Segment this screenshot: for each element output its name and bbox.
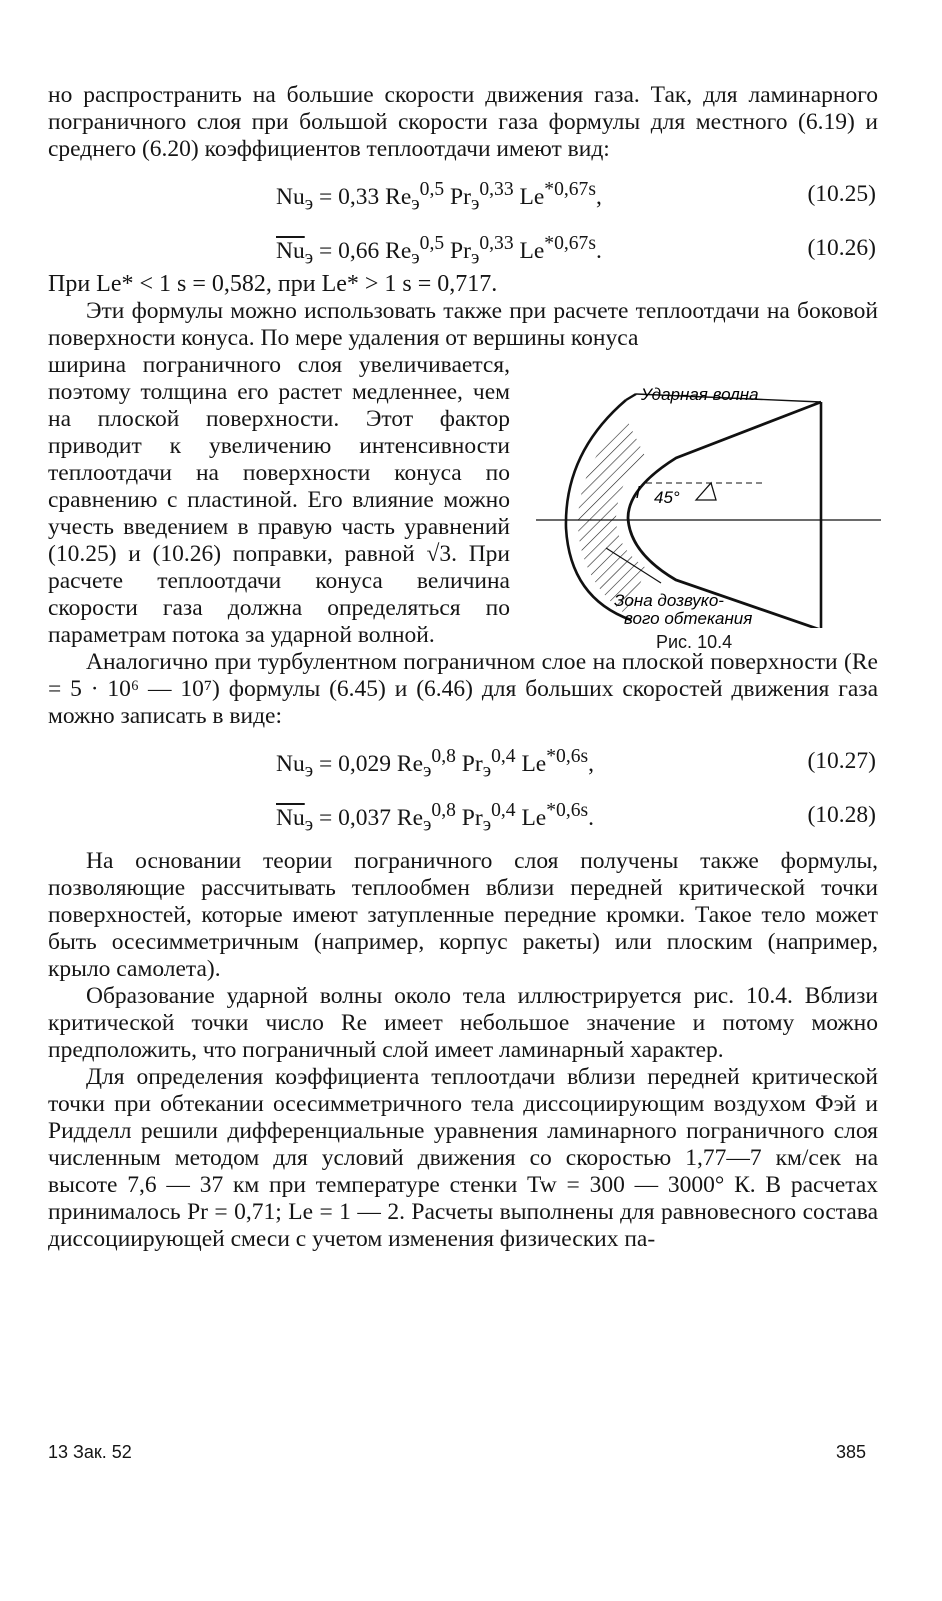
angle-label: 45° bbox=[654, 488, 680, 507]
equation-formula: $\overline{Nu}_э = 0,037$ $Re_э^{0,8}$ $Pr_э^{0,4}$ $Le^{*0,6s}$. bbox=[276, 800, 595, 836]
eq-pr-exp: 0,33 bbox=[479, 179, 514, 200]
equation-number: (10.26) bbox=[807, 235, 876, 261]
angle-marker bbox=[696, 483, 716, 500]
paragraph-4: Аналогично при турбулентном пограничном слое на плоской поверхности (Re = 5 · 10⁶ — 10⁷) формулы (6.45) и (6.46) для больших скоростей движения газа можно записать в виде: bbox=[48, 649, 878, 729]
spacer bbox=[48, 838, 878, 848]
text-with-figure bbox=[48, 352, 878, 652]
eq-coef: 0,33 bbox=[338, 183, 380, 210]
eq-end: . bbox=[588, 804, 595, 831]
eq-le-exp: *0,67s bbox=[544, 179, 596, 200]
eq-re-exp: 0,8 bbox=[431, 800, 456, 821]
equation-10-26 bbox=[48, 223, 878, 271]
figure-drawing bbox=[536, 358, 881, 628]
paragraph-5: На основании теории пограничного слоя получены также формулы, позволяющие рассчитывать теплообмен вблизи передней критической точки поверхностей, которые имеют затупленные передние кромки. Такое тело может быть осесимметричным (например, корпус ракеты) или плоским (например, крыло самолета). bbox=[48, 848, 878, 982]
equation-number: (10.25) bbox=[807, 181, 876, 207]
paragraph-3-wrap: ширина пограничного слоя увеличивается, поэтому толщина его растет медленнее, чем на плоской поверхности. Этот фактор приводит к увеличению интенсивности теплоотдачи на поверхности конуса по сравнению с пластиной. Его влияние можно учесть введением в правую часть уравнений (10.25) и (10.26) поправки, равной √3. При расчете теплоотдачи конуса величина скорости газа должна определяться по параметрам потока за ударной волной. bbox=[48, 352, 510, 648]
eq-pr-exp: 0,4 bbox=[491, 800, 516, 821]
eq-pr-exp: 0,4 bbox=[491, 746, 516, 767]
paragraph-1: но распространить на большие скорости движения газа. Так, для ламинарного пограничного слоя при большой скорости газа формулы для местного (6.19) и среднего (6.20) коэффициентов теплоотдачи имеют вид: bbox=[48, 82, 878, 162]
zone-label-line-1: Зона дозвуко- bbox=[614, 591, 724, 610]
eq-le-exp: *0,67s bbox=[544, 233, 596, 254]
footer-signature: 13 Зак. 52 bbox=[48, 1442, 132, 1462]
eq-end: , bbox=[588, 750, 595, 777]
equation-number: (10.27) bbox=[807, 748, 876, 774]
eq-coef: 0,037 bbox=[338, 804, 392, 831]
subsonic-zone-hatch bbox=[578, 418, 646, 616]
eq-lhs-sub: э bbox=[304, 814, 314, 836]
paragraph-3-top: Эти формулы можно использовать также при расчете теплоотдачи на боковой поверхности конуса. По мере удаления от вершины конуса bbox=[48, 298, 878, 351]
eq-re-exp: 0,5 bbox=[419, 179, 445, 200]
equation-10-25 bbox=[48, 169, 878, 217]
eq-pr-exp: 0,33 bbox=[479, 233, 514, 254]
page-footer bbox=[48, 1442, 866, 1472]
wrapped-text bbox=[48, 352, 510, 649]
paragraph-6: Образование ударной волны около тела иллюстрируется рис. 10.4. Вблизи критической точки число Re имеет небольшое значение и потому можно предположить, что пограничный слой имеет ламинарный характер. bbox=[48, 983, 878, 1063]
eq-re-exp: 0,8 bbox=[431, 746, 456, 767]
figure-10-4 bbox=[536, 358, 881, 658]
eq-le-exp: *0,6s bbox=[546, 800, 589, 821]
paragraph-2: При Le* < 1 s = 0,582, при Le* > 1 s = 0,717. bbox=[48, 271, 498, 297]
shock-wave-label: Ударная волна bbox=[641, 385, 759, 404]
page-body bbox=[48, 82, 878, 1253]
eq-re-exp: 0,5 bbox=[419, 233, 445, 254]
equation-10-27 bbox=[48, 736, 878, 784]
eq-end: , bbox=[595, 183, 602, 210]
zone-label-line-2: вого обтекания bbox=[624, 609, 753, 628]
equation-formula: $\overline{Nu}_э = 0,66$ $Re_э^{0,5}$ $Pr_э^{0,33}$ $Le^{*0,67s}$. bbox=[276, 233, 602, 269]
eq-end: . bbox=[595, 237, 602, 264]
page-number: 385 bbox=[835, 1442, 866, 1462]
figure-caption: Рис. 10.4 bbox=[656, 632, 733, 652]
eq-lhs: Nu bbox=[276, 750, 305, 777]
eq-lhs-sub: э bbox=[304, 760, 314, 782]
paragraph-7: Для определения коэффициента теплоотдачи вблизи передней критической точки при обтекании осесимметричного тела диссоциирующим воздухом Фэй и Ридделл решили дифференциальные уравнения ламинарного пограничного слоя численным методом для условий движения со скоростью 1,77—7 км/сек на высоте 7,6 — 37 км при температуре стенки Tw = 300 — 3000° К. В расчетах принималось Pr = 0,71; Le = 1 — 2. Расчеты выполнены для равновесного состава диссоциирующей смеси с учетом изменения физических па- bbox=[48, 1064, 878, 1252]
shock-wave-leader bbox=[626, 394, 636, 400]
eq-lhs-sub: э bbox=[304, 247, 314, 269]
eq-coef: 0,029 bbox=[338, 750, 392, 777]
eq-lhs: Nu bbox=[276, 183, 305, 210]
eq-lhs-sub: э bbox=[304, 193, 314, 215]
equation-number: (10.28) bbox=[807, 802, 876, 828]
equation-formula: $Nu_э = 0,029$ $Re_э^{0,8}$ $Pr_э^{0,4}$ $Le^{*0,6s}$, bbox=[276, 746, 595, 782]
equation-10-28 bbox=[48, 790, 878, 838]
eq-le-exp: *0,6s bbox=[546, 746, 589, 767]
eq-coef: 0,66 bbox=[338, 237, 380, 264]
dimension-label: l bbox=[636, 483, 640, 502]
equation-formula: $Nu_э = 0,33$ $Re_э^{0,5}$ $Pr_э^{0,33}$ $Le^{*0,67s}$, bbox=[276, 179, 602, 215]
eq-lhs: $\overline{Nu}$ bbox=[276, 237, 305, 264]
eq-lhs: $\overline{Nu}$ bbox=[276, 804, 305, 831]
